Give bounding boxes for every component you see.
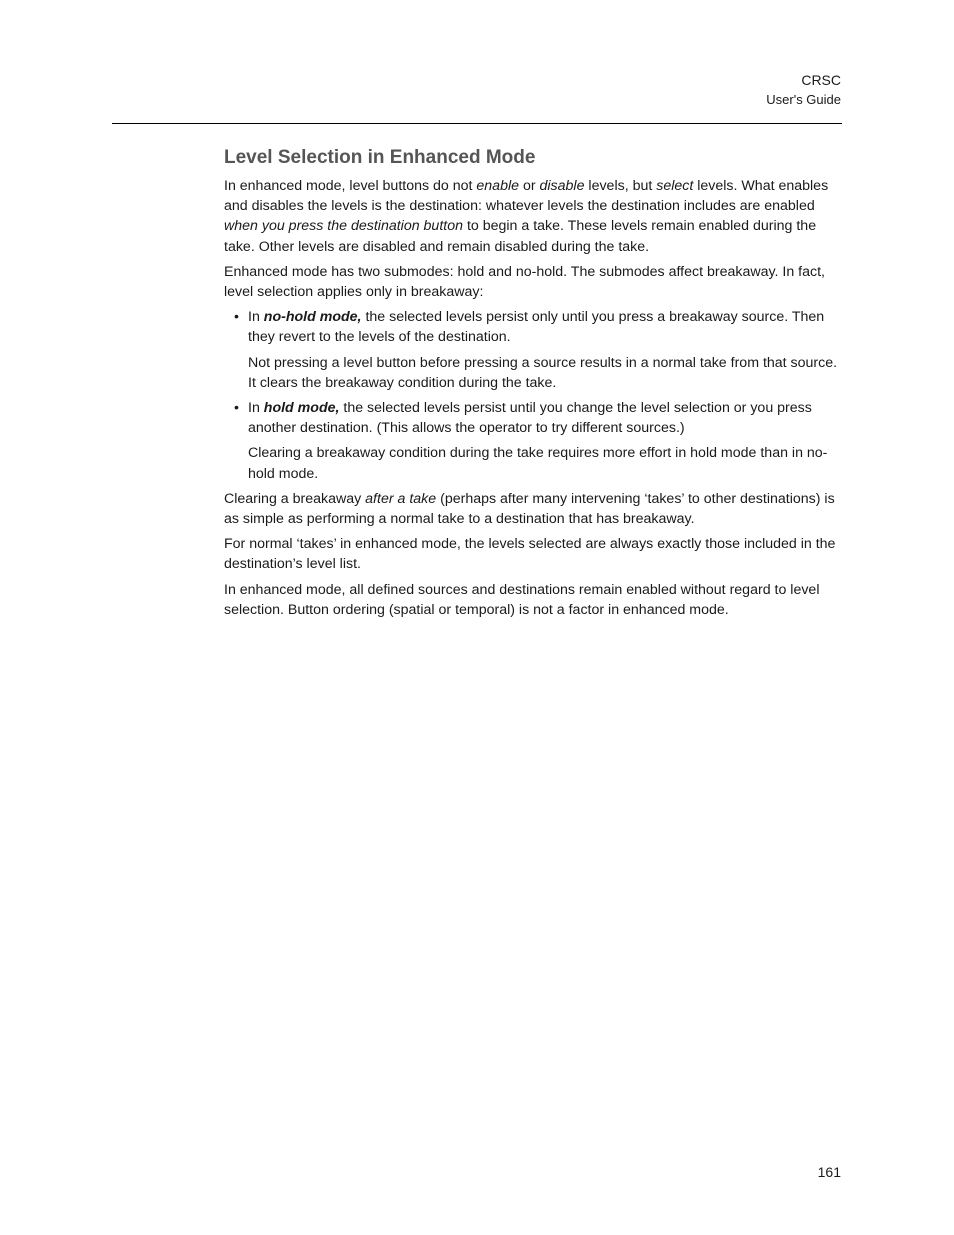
paragraph-3 — [224, 489, 842, 529]
emphasis-destination-button: when you press the destination button — [224, 218, 463, 235]
term-no-hold-mode: no-hold mode, — [263, 309, 362, 326]
text-run: In — [248, 400, 264, 417]
text-run: the selected levels persist only until you press a breakaway source. Then they revert to the levels of the destination. — [248, 309, 825, 346]
text-run: to begin a take. These levels remain enabled during the take. Other levels are disabled and remain disabled during the take. — [224, 218, 817, 255]
emphasis-after-a-take: after a take — [365, 490, 437, 507]
section-title: Level Selection in Enhanced Mode — [224, 147, 536, 168]
paragraph-1 — [224, 176, 842, 257]
header-title: CRSC — [801, 72, 841, 88]
mode-list — [224, 307, 842, 484]
emphasis-select: select — [656, 178, 694, 194]
page-content — [224, 146, 842, 625]
bullet-icon: • — [234, 400, 239, 417]
list-item-text — [234, 398, 842, 438]
text-run: levels, but — [584, 178, 657, 194]
text-run: or — [519, 178, 540, 194]
emphasis-enable: enable — [476, 178, 520, 194]
text-run: the selected levels persist until you change the level selection or you press another destination. (This allows the operator to try different sources.) — [248, 400, 812, 437]
list-item-no-hold — [224, 307, 842, 393]
text-run: levels. What enables and disables the levels is the destination: whatever levels the destination includes are enabled — [224, 178, 829, 215]
text-run: In — [248, 309, 264, 326]
page-number: 161 — [817, 1164, 841, 1180]
header-subtitle: User's Guide — [766, 92, 841, 107]
list-item-note: Clearing a breakaway condition during the take requires more effort in hold mode than in no-hold mode. — [248, 445, 828, 482]
paragraph-4: For normal ‘takes’ in enhanced mode, the levels selected are always exactly those included in the destination’s level list. — [224, 536, 836, 573]
emphasis-disable: disable — [539, 178, 585, 194]
paragraph-5: In enhanced mode, all defined sources and destinations remain enabled without regard to level selection. Button ordering (spatial or temporal) is not a factor in enhanced mode. — [224, 581, 820, 618]
list-item-text — [234, 307, 842, 347]
bullet-icon: • — [234, 309, 239, 326]
list-item-note: Not pressing a level button before pressing a source results in a normal take from that source. It clears the breakaway condition during the take. — [248, 354, 838, 391]
running-header — [766, 71, 841, 109]
text-run: In enhanced mode, level buttons do not — [224, 178, 477, 194]
paragraph-2: Enhanced mode has two submodes: hold and no-hold. The submodes affect breakaway. In fact, level selection applies only in breakaway: — [224, 263, 825, 301]
term-hold-mode: hold mode, — [263, 400, 340, 417]
list-item-hold — [224, 398, 842, 484]
header-rule — [112, 123, 842, 124]
text-run: Clearing a breakaway — [224, 490, 366, 507]
text-run: (perhaps after many intervening ‘takes’ to other destinations) is as simple as performing a normal take to a destination that has breakaway. — [224, 490, 835, 528]
